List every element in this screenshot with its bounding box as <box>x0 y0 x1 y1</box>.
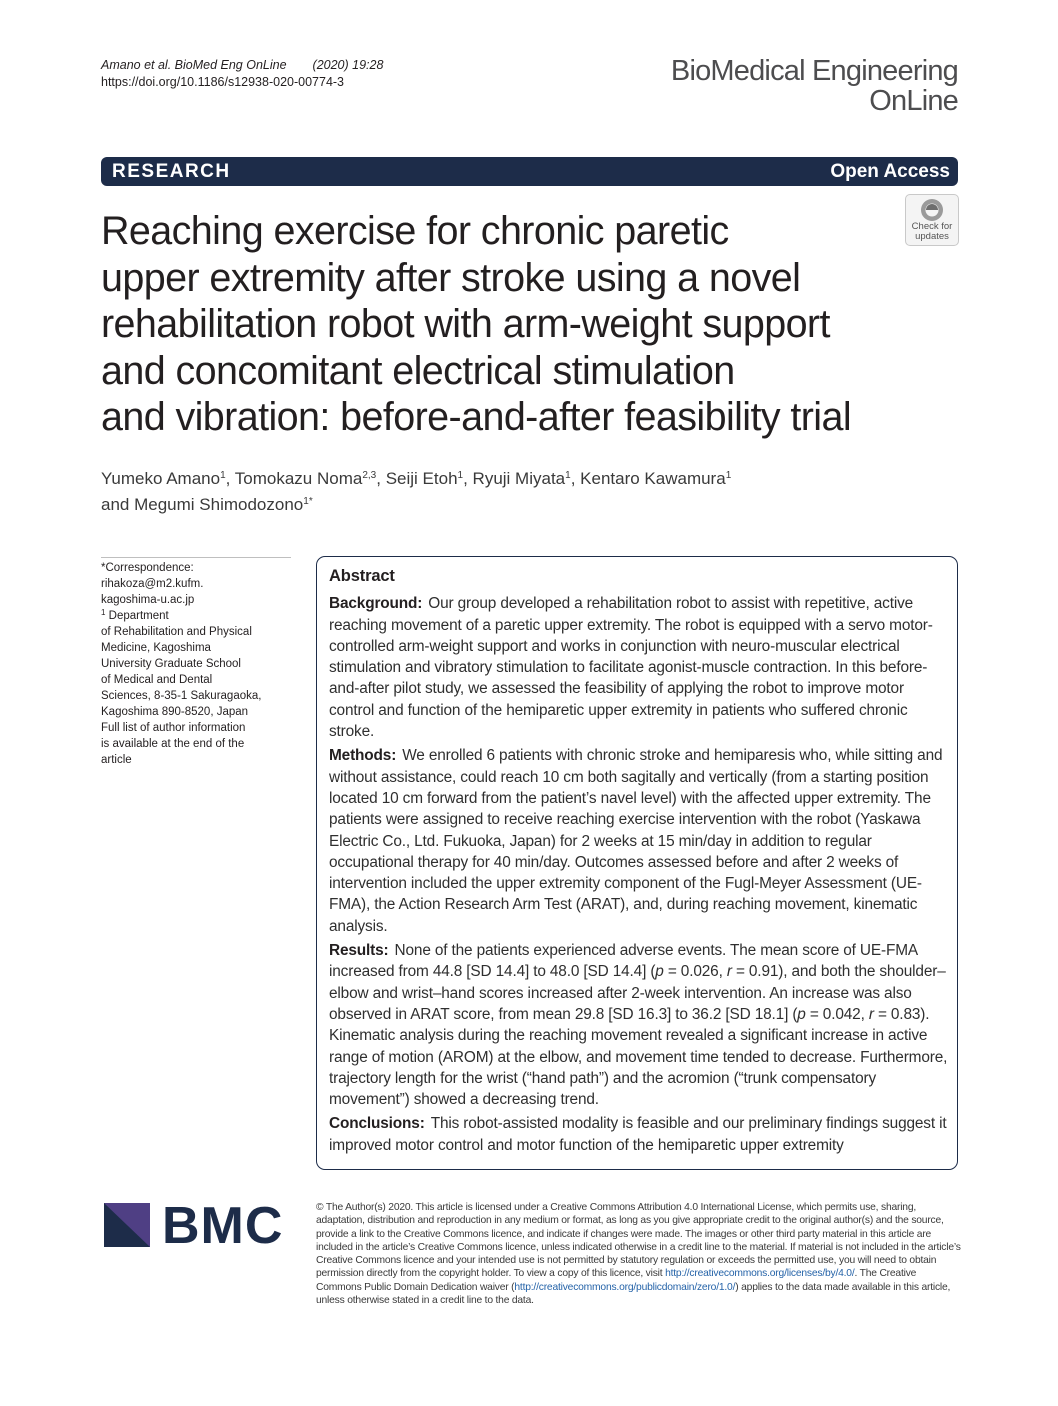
author-conjunction: and <box>101 495 130 514</box>
abstract-results <box>329 940 949 1110</box>
results-stat-symbol: r <box>726 963 732 981</box>
correspondence-sidebar <box>101 560 271 768</box>
bmc-logo <box>104 1197 294 1255</box>
affiliation-first-line <box>101 608 271 624</box>
full-list-line: is available at the end of the <box>101 738 245 750</box>
citation-year-volume: (2020) 19:28 <box>312 58 384 72</box>
conclusions-heading: Conclusions: <box>329 1115 425 1133</box>
correspondence-email-line[interactable]: kagoshima-u.ac.jp <box>101 594 195 606</box>
citation-line <box>101 57 383 74</box>
full-list-line: article <box>101 754 132 766</box>
open-access-label: Open Access <box>830 161 950 182</box>
citation-block <box>101 57 383 91</box>
article-title <box>101 208 931 441</box>
doi-link[interactable]: https://doi.org/10.1186/s12938-020-00774-3 <box>101 75 345 89</box>
author-affil-sup: 1 <box>565 470 571 481</box>
author-name: Ryuji Miyata <box>472 469 566 488</box>
title-line: upper extremity after stroke using a novel <box>101 255 801 300</box>
methods-heading: Methods: <box>329 747 397 765</box>
author-line-2 <box>101 492 961 518</box>
affiliation-line: Kagoshima 890-8520, Japan <box>101 706 249 718</box>
results-stat-symbol: r <box>868 1005 874 1023</box>
title-line: Reaching exercise for chronic paretic <box>101 209 729 253</box>
affiliation-line: of Rehabilitation and Physical <box>101 626 252 638</box>
affiliation-line: of Medical and Dental <box>101 674 213 686</box>
results-text: = 0.91), and both the shoulder–elbow and wrist–hand scores increased after 2-week intervention. An increase was also observed in ARAT score, from mean 29.8 [SD 16.3] to 36.2 [SD 18.1] ( <box>329 963 946 1023</box>
abstract-background <box>329 593 949 742</box>
journal-name-line-2: OnLine <box>869 85 958 117</box>
citation-journal: Amano et al. BioMed Eng OnLine <box>101 58 287 72</box>
author-name: Yumeko Amano <box>101 469 221 488</box>
author-line-1: Yumeko Amano$^1$, Tomokazu Noma$^{2,3}$, Seiji Etoh$^1$, Ryuji Miyata$^1$, Kentaro Kawamura$^1$ <box>101 469 732 488</box>
abstract-content <box>329 566 949 1159</box>
journal-name-line-1: BioMedical Engineering <box>670 55 958 87</box>
results-text: = 0.83). Kinematic analysis during the reaching movement revealed a significant increase in active range of motion (AROM) at the elbow, and movement time tended to decrease. Furthermore, trajectory length for the wrist (“hand path”) and the acromion (“trunk compensatory movement”) showed a decreasing trend. <box>329 1005 948 1109</box>
author-affil-sup: 1 <box>725 470 732 481</box>
bmc-logo-mark-icon <box>104 1203 154 1249</box>
author-name: Megumi Shimodozono <box>134 495 304 514</box>
article-type-label: RESEARCH <box>112 161 231 182</box>
affiliation-line: Medicine, Kagoshima <box>101 642 211 654</box>
affiliation-sup: 1 <box>101 608 106 617</box>
check-updates-line-1: Check for <box>911 221 953 232</box>
license-text: ) applies to the data made available in this article, unless otherwise stated in a credit line to the data. <box>316 1281 951 1307</box>
affiliation-line: University Graduate School <box>101 658 241 670</box>
author-list <box>101 466 961 518</box>
results-text: None of the patients experienced adverse events. The mean score of UE-FMA increased from 44.8 [SD 14.4] to 48.0 [SD 14.4] ( <box>329 942 918 981</box>
author-affil-sup: 2,3 <box>362 470 377 481</box>
bmc-logo-text: BMC <box>162 1197 284 1255</box>
sidebar-divider <box>101 557 291 558</box>
correspondence-email-line[interactable]: rihakoza@m2.kufm. <box>101 578 204 590</box>
results-text: = 0.026, <box>663 963 727 981</box>
license-text: © The Author(s) 2020. This article is licensed under a Creative Commons Attribution 4.0 International License, which permits use, sharing, adaptation, distribution and reproduction in any medium or format, as long as you give appropriate credit to the original author(s) and the source, provide a link to the Creative Commons licence, and indicate if changes were made. The images or other third party material in this article are included in the article’s Creative Commons licence, unless indicated otherwise in a credit line to the material. If material is not included in the article’s Creative Commons licence and your intended use is not permitted by statutory regulation or exceeds the permitted use, you will need to obtain permission directly from the copyright holder. To view a copy of this licence, visit <box>316 1202 961 1280</box>
author-name: Kentaro Kawamura <box>580 469 726 488</box>
background-heading: Background: <box>329 595 423 613</box>
results-stat-symbol: p <box>797 1005 806 1023</box>
journal-name <box>671 56 958 116</box>
results-heading: Results: <box>329 942 389 960</box>
background-text: Our group developed a rehabilitation robot to assist with repetitive, active reaching movement of a paretic upper extremity. The robot is equipped with a servo motor-controlled arm-weight support and works in conjunction with neuro-muscular electrical stimulation and vibratory stimulation to facilitate agonist-muscle contraction. In this before-and-after pilot study, we assessed the feasibility of applying the robot to improve motor control and function of the hemiparetic upper extremity in patients who suffered chronic stroke. <box>329 595 933 741</box>
correspondence-label: *Correspondence: <box>101 562 194 574</box>
license-statement <box>316 1201 961 1307</box>
title-line: rehabilitation robot with arm-weight support <box>101 302 830 346</box>
conclusions-text: This robot-assisted modality is feasible and our preliminary findings suggest it improved motor control and motor function of the hemiparetic upper extremity <box>329 1115 947 1154</box>
author-affil-sup: 1 <box>457 470 464 481</box>
public-domain-link[interactable]: http://creativecommons.org/publicdomain/zero/1.0/ <box>514 1281 736 1293</box>
results-text: = 0.042, <box>805 1005 869 1023</box>
full-list-line: Full list of author information <box>101 722 246 734</box>
article-type-banner <box>101 157 958 186</box>
title-line: and concomitant electrical stimulation <box>101 348 735 393</box>
abstract-conclusions <box>329 1113 949 1156</box>
affiliation-line: Sciences, 8-35-1 Sakuragaoka, <box>101 690 262 702</box>
author-name: Tomokazu Noma <box>234 469 363 488</box>
license-text: . The Creative Commons Public Domain Dedication waiver ( <box>316 1268 917 1293</box>
methods-text: We enrolled 6 patients with chronic stroke and hemiparesis who, while sitting and without assistance, could reach 10 cm both sagitally and vertically (from a starting position located 10 cm forward from the patient’s navel level) with the affected upper extremity. The patients were assigned to receive reaching exercise intervention with the robot (Yaskawa Electric Co., Ltd. Fukuoka, Japan) for 2 weeks at 15 min/day in addition to regular occupational therapy for 40 min/day. Outcomes assessed before and after 2 weeks of intervention included the upper extremity component of the Fugl-Meyer Assessment (UE-FMA), the Action Research Arm Test (ARAT), and, during reaching movement, kinematic analysis. <box>329 747 943 935</box>
abstract-methods <box>329 745 949 937</box>
affiliation-line: Department <box>108 610 169 622</box>
abstract-heading: Abstract <box>329 567 395 585</box>
author-affil-sup: 1 <box>220 470 226 481</box>
author-name: Seiji Etoh <box>385 469 458 488</box>
title-line: and vibration: before-and-after feasibility trial <box>101 395 852 439</box>
author-affil-sup: 1* <box>303 496 313 507</box>
check-updates-line-2: updates <box>915 231 949 242</box>
license-link[interactable]: http://creativecommons.org/licenses/by/4.0/ <box>665 1268 855 1280</box>
results-stat-symbol: p <box>655 963 664 981</box>
